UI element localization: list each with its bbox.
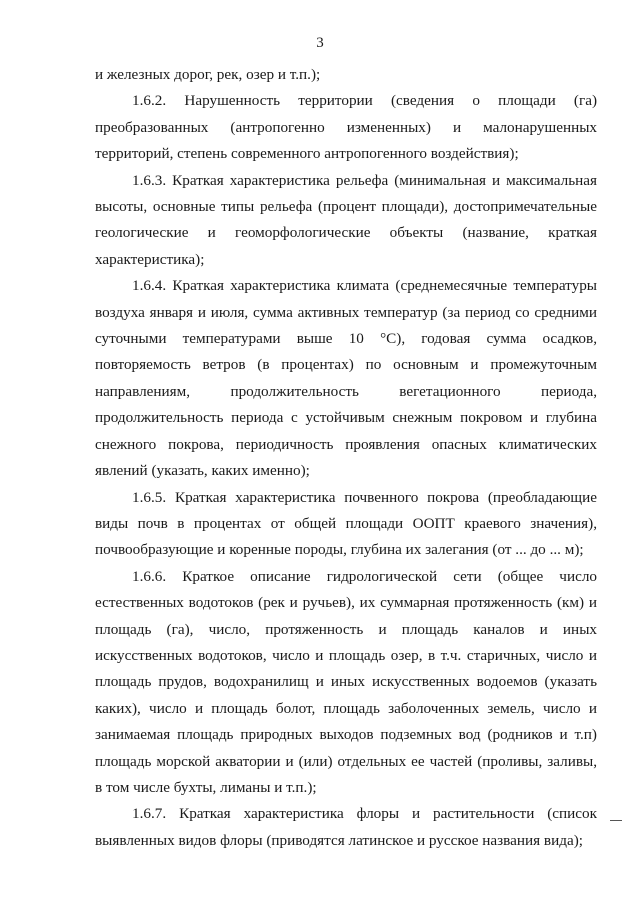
- paragraph-1-6-2: 1.6.2. Нарушенность территории (сведения о площади (га) преобразованных (антропогенно измененных) и малонарушенных территорий, степень современного антропогенного воздействия);: [95, 92, 597, 163]
- paragraph-continuation: и железных дорог, рек, озер и т.п.);: [95, 66, 321, 83]
- page-number: 3: [316, 35, 324, 51]
- paragraph-1-6-5: 1.6.5. Краткая характеристика почвенного покрова (преобладающие виды почв в процентах от общей площади ООПТ краевого значения), почвообразующие и коренные породы, глубина их залегания (от ... до ... м);: [95, 488, 597, 559]
- margin-dash-mark: [610, 820, 622, 821]
- paragraph-1-6-4: 1.6.4. Краткая характеристика климата (среднемесячные температуры воздуха января и июля, сумма активных температур (за период со средними суточными температурами выше 10 °С), годовая сумма осадков, повторяемость ветров (в процентах) по основным и промежуточным направлениям, продолжительность вегетационного периода, продолжительность периода с устойчивым снежным покровом и глубина снежного покрова, периодичность проявления опасных климатических явлений (указать, каких именно);: [95, 277, 597, 480]
- document-body: [95, 62, 597, 854]
- paragraph-1-6-7: 1.6.7. Краткая характеристика флоры и растительности (список выявленных видов флоры (приводятся латинское и русское названия вида);: [95, 805, 597, 849]
- paragraph-1-6-6: 1.6.6. Краткое описание гидрологической сети (общее число естественных водотоков (рек и ручьев), их суммарная протяженность (км) и площадь (га), число, протяженность и площадь каналов и иных искусственных водотоков, число и площадь озер, в т.ч. старичных, число и площадь прудов, водохранилищ и иных искусственных водоемов (указать каких), число и площадь болот, площадь заболоченных земель, число и занимаемая площадь природных выходов подземных вод (родников и т.п) площадь морской акватории и (или) отдельных ее частей (проливы, заливы, в том числе бухты, лиманы и т.п.);: [95, 567, 597, 796]
- paragraph-1-6-3: 1.6.3. Краткая характеристика рельефа (минимальная и максимальная высоты, основные типы рельефа (процент площади), достопримечательные геологические и геоморфологические объекты (название, краткая характеристика);: [95, 171, 597, 268]
